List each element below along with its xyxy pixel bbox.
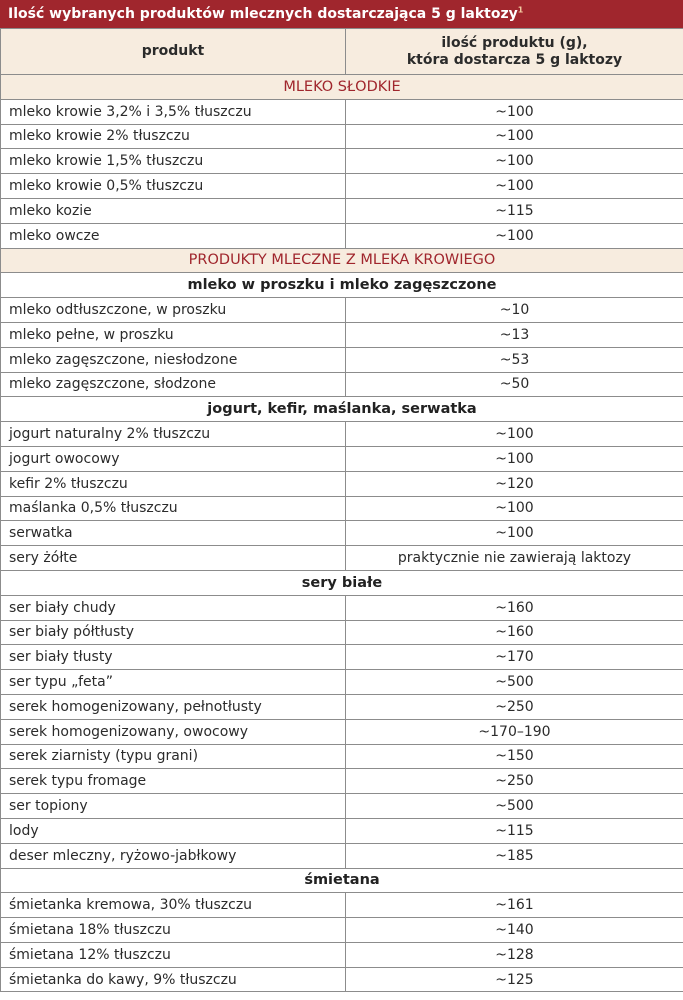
amount-cell: ~128 xyxy=(346,942,683,967)
amount-cell: ~500 xyxy=(346,670,683,695)
table-row xyxy=(1,298,683,323)
subsection-heading: śmietana xyxy=(1,868,683,893)
amount-cell: ~170–190 xyxy=(346,719,683,744)
table-row xyxy=(1,893,683,918)
product-name-cell: ser biały półtłusty xyxy=(1,620,346,645)
subsection-heading-row xyxy=(1,273,683,298)
product-name-cell: śmietanka do kawy, 9% tłuszczu xyxy=(1,967,346,992)
amount-cell: praktycznie nie zawierają laktozy xyxy=(346,546,683,571)
product-name-cell: mleko odtłuszczone, w proszku xyxy=(1,298,346,323)
amount-cell: ~160 xyxy=(346,620,683,645)
product-name-cell: ser topiony xyxy=(1,794,346,819)
product-name-cell: ser typu „feta” xyxy=(1,670,346,695)
section-heading: PRODUKTY MLECZNE Z MLEKA KROWIEGO xyxy=(1,248,683,273)
product-name-cell: sery żółte xyxy=(1,546,346,571)
table-row xyxy=(1,471,683,496)
table-row xyxy=(1,670,683,695)
product-name-cell: deser mleczny, ryżowo-jabłkowy xyxy=(1,843,346,868)
product-name-cell: lody xyxy=(1,818,346,843)
table-row xyxy=(1,744,683,769)
product-name-cell: mleko pełne, w proszku xyxy=(1,322,346,347)
product-name-cell: ser biały chudy xyxy=(1,595,346,620)
header-amount xyxy=(346,29,683,75)
table-title: Ilość wybranych produktów mlecznych dostarczająca 5 g laktozy xyxy=(8,6,518,22)
amount-cell: ~10 xyxy=(346,298,683,323)
header-product: produkt xyxy=(1,29,346,75)
amount-cell: ~250 xyxy=(346,769,683,794)
product-name-cell: jogurt owocowy xyxy=(1,446,346,471)
title-footnote-marker: 1 xyxy=(517,5,524,15)
subsection-heading: jogurt, kefir, maślanka, serwatka xyxy=(1,397,683,422)
table-row xyxy=(1,967,683,992)
product-name-cell: mleko zagęszczone, niesłodzone xyxy=(1,347,346,372)
amount-cell: ~50 xyxy=(346,372,683,397)
table-row xyxy=(1,942,683,967)
table-row xyxy=(1,223,683,248)
amount-cell: ~185 xyxy=(346,843,683,868)
product-name-cell: mleko krowie 0,5% tłuszczu xyxy=(1,174,346,199)
table-row xyxy=(1,769,683,794)
subsection-heading: mleko w proszku i mleko zagęszczone xyxy=(1,273,683,298)
table-row xyxy=(1,322,683,347)
amount-cell: ~125 xyxy=(346,967,683,992)
table-row xyxy=(1,422,683,447)
product-name-cell: śmietana 12% tłuszczu xyxy=(1,942,346,967)
amount-cell: ~100 xyxy=(346,422,683,447)
amount-cell: ~150 xyxy=(346,744,683,769)
product-name-cell: mleko krowie 2% tłuszczu xyxy=(1,124,346,149)
table-row xyxy=(1,843,683,868)
table-row xyxy=(1,918,683,943)
amount-cell: ~160 xyxy=(346,595,683,620)
amount-cell: ~100 xyxy=(346,124,683,149)
product-name-cell: serek ziarnisty (typu grani) xyxy=(1,744,346,769)
amount-cell: ~170 xyxy=(346,645,683,670)
amount-cell: ~100 xyxy=(346,223,683,248)
table-row xyxy=(1,149,683,174)
product-name-cell: maślanka 0,5% tłuszczu xyxy=(1,496,346,521)
lactose-table xyxy=(0,28,683,992)
product-name-cell: mleko kozie xyxy=(1,198,346,223)
table-row xyxy=(1,347,683,372)
product-name-cell: kefir 2% tłuszczu xyxy=(1,471,346,496)
table-row xyxy=(1,446,683,471)
amount-cell: ~100 xyxy=(346,99,683,124)
subsection-heading-row xyxy=(1,868,683,893)
section-heading: MLEKO SŁODKIE xyxy=(1,75,683,100)
table-row xyxy=(1,645,683,670)
amount-cell: ~53 xyxy=(346,347,683,372)
table-row xyxy=(1,124,683,149)
amount-cell: ~115 xyxy=(346,818,683,843)
header-amount-line2: która dostarcza 5 g laktozy xyxy=(406,51,623,68)
amount-cell: ~13 xyxy=(346,322,683,347)
subsection-heading-row xyxy=(1,570,683,595)
subsection-heading: sery białe xyxy=(1,570,683,595)
table-row xyxy=(1,99,683,124)
table-row xyxy=(1,595,683,620)
amount-cell: ~140 xyxy=(346,918,683,943)
amount-cell: ~100 xyxy=(346,521,683,546)
table-body xyxy=(1,75,683,992)
product-name-cell: mleko krowie 1,5% tłuszczu xyxy=(1,149,346,174)
amount-cell: ~100 xyxy=(346,446,683,471)
table-row xyxy=(1,719,683,744)
product-name-cell: serek typu fromage xyxy=(1,769,346,794)
table-row xyxy=(1,694,683,719)
product-name-cell: ser biały tłusty xyxy=(1,645,346,670)
subsection-heading-row xyxy=(1,397,683,422)
product-name-cell: mleko zagęszczone, słodzone xyxy=(1,372,346,397)
table-row xyxy=(1,546,683,571)
product-name-cell: serek homogenizowany, owocowy xyxy=(1,719,346,744)
amount-cell: ~120 xyxy=(346,471,683,496)
product-name-cell: mleko owcze xyxy=(1,223,346,248)
product-name-cell: mleko krowie 3,2% i 3,5% tłuszczu xyxy=(1,99,346,124)
section-heading-row xyxy=(1,75,683,100)
product-name-cell: śmietana 18% tłuszczu xyxy=(1,918,346,943)
header-amount-line1: ilość produktu (g), xyxy=(441,34,588,51)
amount-cell: ~100 xyxy=(346,174,683,199)
table-row xyxy=(1,496,683,521)
product-name-cell: serwatka xyxy=(1,521,346,546)
amount-cell: ~115 xyxy=(346,198,683,223)
amount-cell: ~100 xyxy=(346,149,683,174)
table-row xyxy=(1,620,683,645)
product-name-cell: serek homogenizowany, pełnotłusty xyxy=(1,694,346,719)
table-header-row xyxy=(1,29,683,75)
amount-cell: ~250 xyxy=(346,694,683,719)
product-name-cell: jogurt naturalny 2% tłuszczu xyxy=(1,422,346,447)
table-title-bar xyxy=(0,0,683,28)
table-row xyxy=(1,372,683,397)
amount-cell: ~500 xyxy=(346,794,683,819)
table-row xyxy=(1,198,683,223)
section-heading-row xyxy=(1,248,683,273)
amount-cell: ~161 xyxy=(346,893,683,918)
table-row xyxy=(1,818,683,843)
table-row xyxy=(1,794,683,819)
table-row xyxy=(1,174,683,199)
table-row xyxy=(1,521,683,546)
amount-cell: ~100 xyxy=(346,496,683,521)
product-name-cell: śmietanka kremowa, 30% tłuszczu xyxy=(1,893,346,918)
